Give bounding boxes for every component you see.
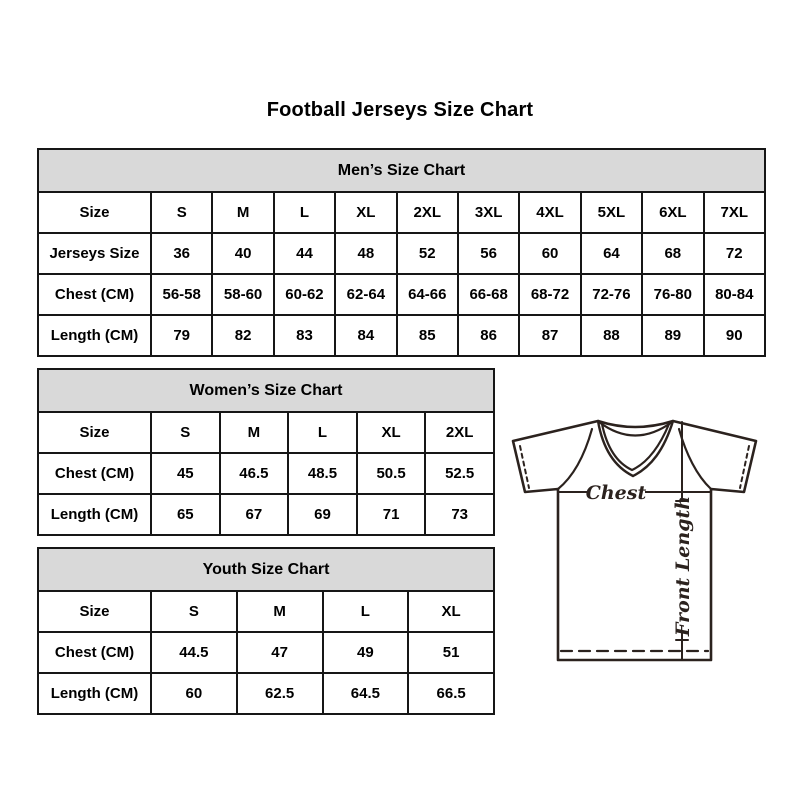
- youth-row: [38, 632, 494, 673]
- youth-value-cell: 64.5: [323, 673, 409, 714]
- mens-value-cell: 5XL: [581, 192, 642, 233]
- mens-value-cell: 82: [212, 315, 273, 356]
- mens-row: [38, 274, 765, 315]
- mens-value-cell: 7XL: [704, 192, 765, 233]
- mens-value-cell: 48: [335, 233, 396, 274]
- mens-value-cell: 89: [642, 315, 703, 356]
- youth-table-grid: [37, 547, 495, 715]
- mens-value-cell: 68: [642, 233, 703, 274]
- mens-value-cell: 72-76: [581, 274, 642, 315]
- mens-value-cell: 4XL: [519, 192, 580, 233]
- youth-value-cell: 47: [237, 632, 323, 673]
- mens-value-cell: 60: [519, 233, 580, 274]
- youth-table-title: Youth Size Chart: [38, 548, 494, 591]
- mens-value-cell: 62-64: [335, 274, 396, 315]
- womens-table-grid: [37, 368, 495, 536]
- mens-value-cell: 85: [397, 315, 458, 356]
- jersey-right-armhole-seam: [679, 429, 711, 489]
- mens-row-label: Chest (CM): [38, 274, 151, 315]
- womens-value-cell: M: [220, 412, 289, 453]
- page-title: Football Jerseys Size Chart: [266, 99, 534, 121]
- mens-value-cell: 86: [458, 315, 519, 356]
- mens-value-cell: 64: [581, 233, 642, 274]
- mens-value-cell: 84: [335, 315, 396, 356]
- youth-value-cell: L: [323, 591, 409, 632]
- womens-table-title: Women’s Size Chart: [38, 369, 494, 412]
- jersey-outline: [513, 421, 756, 660]
- womens-value-cell: S: [151, 412, 220, 453]
- mens-value-cell: 60-62: [274, 274, 335, 315]
- mens-value-cell: 58-60: [212, 274, 273, 315]
- womens-value-cell: 65: [151, 494, 220, 535]
- mens-row: [38, 233, 765, 274]
- mens-value-cell: 36: [151, 233, 212, 274]
- mens-value-cell: 83: [274, 315, 335, 356]
- womens-row-label: Chest (CM): [38, 453, 151, 494]
- mens-row-label: Jerseys Size: [38, 233, 151, 274]
- womens-value-cell: XL: [357, 412, 426, 453]
- mens-value-cell: 64-66: [397, 274, 458, 315]
- womens-value-cell: 69: [288, 494, 357, 535]
- womens-value-cell: 67: [220, 494, 289, 535]
- mens-table-grid: [37, 148, 766, 357]
- womens-value-cell: 46.5: [220, 453, 289, 494]
- mens-value-cell: 72: [704, 233, 765, 274]
- youth-row-label: Length (CM): [38, 673, 151, 714]
- womens-value-cell: 52.5: [425, 453, 494, 494]
- mens-value-cell: 56: [458, 233, 519, 274]
- womens-value-cell: 2XL: [425, 412, 494, 453]
- youth-row-label: Size: [38, 591, 151, 632]
- womens-row-label: Length (CM): [38, 494, 151, 535]
- mens-value-cell: M: [212, 192, 273, 233]
- mens-value-cell: S: [151, 192, 212, 233]
- youth-value-cell: XL: [408, 591, 494, 632]
- youth-value-cell: S: [151, 591, 237, 632]
- front-length-label: Front Length: [672, 495, 694, 637]
- mens-value-cell: L: [274, 192, 335, 233]
- jersey-left-armhole-seam: [558, 429, 592, 489]
- womens-value-cell: 50.5: [357, 453, 426, 494]
- mens-value-cell: 90: [704, 315, 765, 356]
- mens-value-cell: 44: [274, 233, 335, 274]
- mens-value-cell: 88: [581, 315, 642, 356]
- mens-value-cell: 2XL: [397, 192, 458, 233]
- womens-row: [38, 494, 494, 535]
- mens-value-cell: 87: [519, 315, 580, 356]
- mens-value-cell: 52: [397, 233, 458, 274]
- youth-row: [38, 673, 494, 714]
- youth-value-cell: 49: [323, 632, 409, 673]
- youth-value-cell: 60: [151, 673, 237, 714]
- mens-value-cell: 80-84: [704, 274, 765, 315]
- youth-value-cell: M: [237, 591, 323, 632]
- mens-value-cell: 68-72: [519, 274, 580, 315]
- youth-row: [38, 591, 494, 632]
- mens-row: [38, 315, 765, 356]
- mens-value-cell: 76-80: [642, 274, 703, 315]
- mens-row-label: Size: [38, 192, 151, 233]
- youth-size-table: [37, 547, 495, 715]
- mens-row: [38, 192, 765, 233]
- womens-header-row: [38, 369, 494, 412]
- youth-value-cell: 44.5: [151, 632, 237, 673]
- mens-table-title: Men’s Size Chart: [38, 149, 765, 192]
- mens-size-table: [37, 148, 766, 357]
- womens-value-cell: 73: [425, 494, 494, 535]
- womens-row-label: Size: [38, 412, 151, 453]
- mens-value-cell: 6XL: [642, 192, 703, 233]
- jersey-measurement-diagram: [503, 408, 769, 668]
- mens-row-label: Length (CM): [38, 315, 151, 356]
- mens-value-cell: 56-58: [151, 274, 212, 315]
- womens-row: [38, 453, 494, 494]
- youth-value-cell: 62.5: [237, 673, 323, 714]
- womens-row: [38, 412, 494, 453]
- mens-value-cell: 40: [212, 233, 273, 274]
- youth-value-cell: 66.5: [408, 673, 494, 714]
- youth-header-row: [38, 548, 494, 591]
- mens-value-cell: XL: [335, 192, 396, 233]
- youth-value-cell: 51: [408, 632, 494, 673]
- mens-value-cell: 79: [151, 315, 212, 356]
- mens-value-cell: 66-68: [458, 274, 519, 315]
- womens-value-cell: 48.5: [288, 453, 357, 494]
- youth-row-label: Chest (CM): [38, 632, 151, 673]
- mens-value-cell: 3XL: [458, 192, 519, 233]
- womens-value-cell: 71: [357, 494, 426, 535]
- womens-size-table: [37, 368, 495, 536]
- womens-value-cell: 45: [151, 453, 220, 494]
- chest-label: Chest: [585, 482, 647, 504]
- womens-value-cell: L: [288, 412, 357, 453]
- mens-header-row: [38, 149, 765, 192]
